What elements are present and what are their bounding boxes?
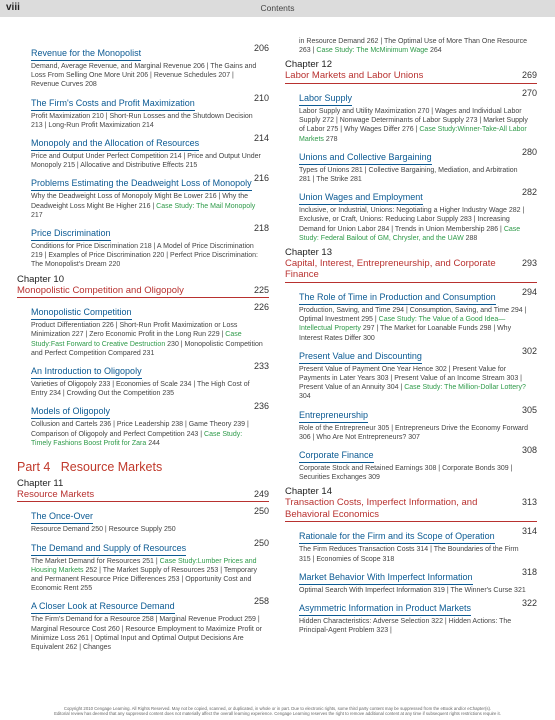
section-page-number: 210	[253, 92, 269, 103]
toc-section	[285, 88, 537, 144]
section-title-link[interactable]: The Firm's Costs and Profit Maximization	[31, 98, 195, 111]
chapter-page-number: 249	[253, 488, 269, 499]
toc-section	[285, 405, 537, 442]
case-study-link[interactable]: Case Study: The Mail Monopoly	[156, 202, 256, 210]
section-topics	[299, 424, 531, 442]
chapter-title[interactable]	[285, 497, 537, 522]
section-title-link[interactable]: Revenue for the Monopolist	[31, 48, 141, 61]
toc-section	[17, 361, 269, 398]
chapter-title-text: Resource Markets	[17, 488, 95, 500]
chapter-label: Chapter 10	[17, 273, 65, 285]
section-topics	[299, 365, 531, 402]
section-page-number: 250	[253, 537, 269, 548]
topic-text: Varieties of Oligopoly 233 | Economies of Scale 234 | The High Cost of Entry 234 | Crowding Out the Competition 235	[31, 380, 250, 398]
topic-text: Labor Supply and Utility Maximization 270 | Wages and Individual Labor Supply 272 | Nonwage Determinants of Labor Supply 273 | Market Supply of Labor 275 | Why Wages Differ 276 |	[299, 107, 528, 134]
case-study-link[interactable]: Case Study:Lumber Prices and Housing Markets	[31, 557, 257, 574]
section-page-number: 214	[253, 133, 269, 144]
section-title-link[interactable]: Entrepreneurship	[299, 410, 368, 423]
toc-section	[285, 526, 537, 563]
page-number: viii	[6, 2, 20, 13]
section-title-link[interactable]: Monopolistic Competition	[31, 307, 132, 320]
topic-text: The Firm Reduces Transaction Costs 314 | The Boundaries of the Firm 315 | Economies of Scope 318	[299, 546, 519, 563]
section-topics	[31, 152, 263, 170]
topic-text: 217	[31, 211, 43, 219]
footer-line-2: Editorial review has deemed that any suppressed content does not materially affect the overall learning experience. Cengage Learning reserves the right to remove additional content at any time if subsequent rights restrictions require it.	[54, 711, 501, 717]
section-topics	[299, 306, 531, 343]
section-page-number: 226	[253, 302, 269, 313]
section-page-number: 206	[253, 43, 269, 53]
toc-section	[285, 567, 537, 595]
chapter-title-text: Labor Markets and Labor Unions	[285, 70, 424, 82]
case-study-link[interactable]: Case Study:Fast Forward to Creative Destruction	[31, 331, 242, 348]
toc-section	[17, 223, 269, 270]
section-topics	[31, 112, 263, 130]
topic-text: 304	[299, 393, 311, 401]
section-topics	[299, 206, 531, 243]
section-topics	[31, 557, 263, 594]
section-title-link[interactable]: A Closer Look at Resource Demand	[31, 601, 175, 614]
section-page-number: 236	[253, 401, 269, 412]
toc-section	[285, 187, 537, 243]
topic-text: Inclusive, or Industrial, Unions: Negotiating a Higher Industry Wage 282 | Exclusive, or Craft, Unions: Reducing Labor Supply 283 | Increasing Demand for Union Labor 284 | Trends in Union Membership 286 |	[299, 207, 525, 233]
chapter-page-number: 313	[521, 497, 537, 508]
toc-section	[17, 596, 269, 652]
topic-text: Role of the Entrepreneur 305 | Entrepreneurs Drive the Economy Forward 306 | Who Are Not Entrepreneurs? 307	[299, 424, 529, 441]
toc-section	[17, 133, 269, 170]
section-page-number: 322	[521, 597, 537, 608]
chapter-label: Chapter 11	[17, 477, 64, 489]
section-title-link[interactable]: Models of Oligopoly	[31, 406, 110, 419]
section-topics	[31, 420, 263, 448]
topic-text: 288	[463, 234, 478, 242]
section-page-number: 250	[253, 506, 269, 517]
topic-text: Collusion and Cartels 236 | Price Leadership 238 | Game Theory 239 | Comparison of Oligopoly and Perfect Competition 243 |	[31, 421, 249, 438]
topic-text: 230 | Monopolistic Competition and Perfect Competition Compared 231	[31, 340, 263, 357]
section-topics	[31, 242, 263, 270]
topic-text: Optimal Search With Imperfect Information 319 | The Winner's Curse 321	[299, 586, 526, 594]
section-page-number: 294	[521, 286, 537, 297]
toc-left-column	[17, 40, 269, 652]
section-topics	[31, 615, 263, 652]
section-title-link[interactable]: Monopoly and the Allocation of Resources	[31, 138, 199, 151]
section-page-number: 218	[253, 223, 269, 234]
section-title-link[interactable]: Corporate Finance	[299, 450, 374, 463]
copyright-footer	[0, 706, 555, 716]
case-study-link[interactable]: Case Study:Winner-Take-All Labor Markets	[299, 126, 527, 143]
chapter-page-number: 225	[253, 284, 269, 295]
section-page-number: 302	[521, 345, 537, 356]
toc-section	[17, 93, 269, 130]
chapter-title-text: Capital, Interest, Entrepreneurship, and Corporate Finance	[285, 257, 496, 281]
case-study-link[interactable]: Case Study: The Million-Dollar Lottery?	[404, 384, 526, 392]
topic-text: Conditions for Price Discrimination 218 | A Model of Price Discrimination 219 | Examples of Price Discrimination 220 | Perfect Price Discrimination: The Monopolist's Dream 220	[31, 243, 258, 269]
toc-section	[285, 287, 537, 343]
section-title-link[interactable]: Asymmetric Information in Product Markets	[299, 603, 471, 616]
section-title-link[interactable]: The Once-Over	[31, 511, 93, 524]
case-study-link[interactable]: Case Study: Timely Fashions Boost Profit for Zara	[31, 430, 243, 447]
toc-section	[17, 173, 269, 220]
section-page-number: 282	[521, 187, 537, 198]
topic-text: 252 | The Market Supply of Resources 253 | Temporary and Permanent Resource Price Differences 253 | Opportunity Cost and Economic Rent 255	[31, 566, 257, 593]
toc-section	[17, 401, 269, 448]
topic-text: Hidden Characteristics: Adverse Selection 322 | Hidden Actions: The Principal-Agent Problem 323 |	[299, 617, 512, 635]
section-page-number: 305	[521, 404, 537, 415]
topic-text: 297 | The Market for Loanable Funds 298 | Why Interest Rates Differ 300	[299, 325, 512, 342]
part-label: Part 4	[17, 459, 51, 474]
toc-section	[17, 43, 269, 90]
section-topics	[299, 166, 531, 184]
chapter-page-number: 269	[521, 70, 537, 81]
chapter-title[interactable]	[285, 258, 537, 283]
section-page-number: 270	[521, 87, 537, 98]
toc-section	[285, 346, 537, 402]
section-title-link[interactable]: Rationale for the Firm and its Scope of Operation	[299, 531, 495, 544]
topic-text: The Firm's Demand for a Resource 258 | Marginal Revenue Product 259 | Marginal Resource Cost 260 | Resource Employment to Maximize Profit or Minimize Loss 261 | Optimal Input and Optimal Output Decisions Are Equivalent 262 | Changes	[31, 616, 262, 652]
toc-section	[17, 538, 269, 594]
chapter-title-text: Transaction Costs, Imperfect Information, and Behavioral Economics	[285, 497, 478, 520]
topic-text: in Resource Demand 262 | The Optimal Use of More Than One Resource 263 |	[299, 38, 528, 55]
section-topics	[299, 545, 531, 563]
section-topics	[299, 617, 531, 635]
case-study-link[interactable]: Case Study: The Value of a Good Idea—Intellectual Property	[299, 316, 506, 333]
chapter-label: Chapter 12	[285, 59, 333, 71]
section-topics	[31, 192, 263, 220]
chapter-title[interactable]	[17, 489, 269, 503]
section-page-number: 318	[521, 566, 537, 577]
part-heading	[17, 460, 269, 474]
toc-section	[285, 598, 537, 635]
section-title-link[interactable]: Union Wages and Employment	[299, 192, 423, 205]
section-topics	[299, 586, 531, 595]
toc-section	[17, 302, 269, 358]
section-title-link[interactable]: The Role of Time in Production and Consumption	[299, 292, 496, 305]
section-page-number: 314	[521, 526, 537, 537]
section-title-link[interactable]: Present Value and Discounting	[299, 351, 422, 364]
section-title-link[interactable]: Unions and Collective Bargaining	[299, 152, 432, 165]
chapter-title[interactable]	[17, 285, 269, 299]
section-page-number: 233	[253, 360, 269, 371]
topic-text: The Market Demand for Resources 251 |	[31, 557, 160, 565]
running-header: Contents	[260, 3, 295, 13]
chapter-title-text: Monopolistic Competition and Oligopoly	[17, 284, 184, 296]
section-title-link[interactable]: Problems Estimating the Deadweight Loss of Monopoly	[31, 178, 252, 191]
chapter-title[interactable]	[285, 70, 537, 84]
toc-section	[285, 445, 537, 482]
topic-text: 278	[323, 135, 338, 143]
topic-text: 264	[428, 47, 442, 55]
section-topics	[299, 107, 531, 144]
section-topics	[31, 62, 263, 90]
chapter-label: Chapter 13	[285, 246, 333, 258]
section-title-link[interactable]: An Introduction to Oligopoly	[31, 366, 142, 379]
section-page-number: 308	[521, 444, 537, 455]
topic-text: Resource Demand 250 | Resource Supply 250	[31, 526, 176, 534]
topic-text: Demand, Average Revenue, and Marginal Revenue 206 | The Gains and Loss From Selling One More Unit 206 | Revenue Schedules 207 | Revenue Curves 208	[31, 63, 257, 89]
topic-text: Production, Saving, and Time 294 | Consumption, Saving, and Time 294 | Optimal Investment 295 |	[299, 306, 527, 324]
topic-text: Profit Maximization 210 | Short-Run Losses and the Shutdown Decision 213 | Long-Run Profit Maximization 214	[31, 112, 253, 129]
topic-text: Why the Deadweight Loss of Monopoly Might Be Lower 216 | Why the Deadweight Loss Might Be Higher 216 |	[31, 193, 248, 210]
continued-topics	[299, 37, 531, 55]
section-title-link[interactable]: Market Behavior With Imperfect Information	[299, 572, 473, 585]
topic-text: Present Value of Payment One Year Hence 302 | Present Value for Payments in Later Years 303 | Present Value of an Income Stream 303 | Present Value of an Annuity 304 |	[299, 365, 522, 392]
case-study-link[interactable]: Case Study: Federal Bailout of GM, Chrysler, and the UAW	[299, 225, 521, 242]
footer-line-1: Copyright 2010 Cengage Learning. All Rights Reserved. May not be copied, scanned, or duplicated, in whole or in part. Due to electronic rights, some third party content may be suppressed from the eBook and/or eChapter(s).	[63, 706, 492, 711]
chapter-label: Chapter 14	[285, 486, 333, 498]
part-title: Resource Markets	[60, 459, 163, 474]
topic-text: Product Differentiation 226 | Short-Run Profit Maximization or Loss Minimization 227 | Zero Economic Profit in the Long Run 229 |	[31, 322, 238, 339]
topic-text: Corporate Stock and Retained Earnings 308 | Corporate Bonds 309 | Securities Exchanges 309	[299, 464, 513, 482]
section-page-number: 280	[521, 146, 537, 157]
toc-section	[285, 147, 537, 184]
topic-text: 244	[146, 439, 160, 447]
page-header-bar	[0, 0, 555, 17]
section-topics	[299, 464, 531, 482]
topic-text: Price and Output Under Perfect Competition 214 | Price and Output Under Monopoly 215 | Allocative and Distributive Effects 215	[31, 153, 261, 170]
section-page-number: 216	[253, 173, 269, 184]
section-topics	[31, 321, 263, 358]
section-title-link[interactable]: Labor Supply	[299, 93, 352, 106]
section-page-number: 258	[253, 596, 269, 607]
topic-text: Types of Unions 281 | Collective Bargaining, Mediation, and Arbitration 281 | The Strike 281	[299, 166, 518, 183]
chapter-page-number: 293	[521, 257, 537, 268]
case-study-link[interactable]: Case Study: The McMinimum Wage	[316, 47, 429, 55]
section-topics	[31, 380, 263, 398]
section-title-link[interactable]: Price Discrimination	[31, 228, 111, 241]
toc-section	[17, 506, 269, 534]
section-topics	[31, 525, 263, 534]
section-title-link[interactable]: The Demand and Supply of Resources	[31, 543, 186, 556]
toc-right-column	[285, 37, 537, 635]
